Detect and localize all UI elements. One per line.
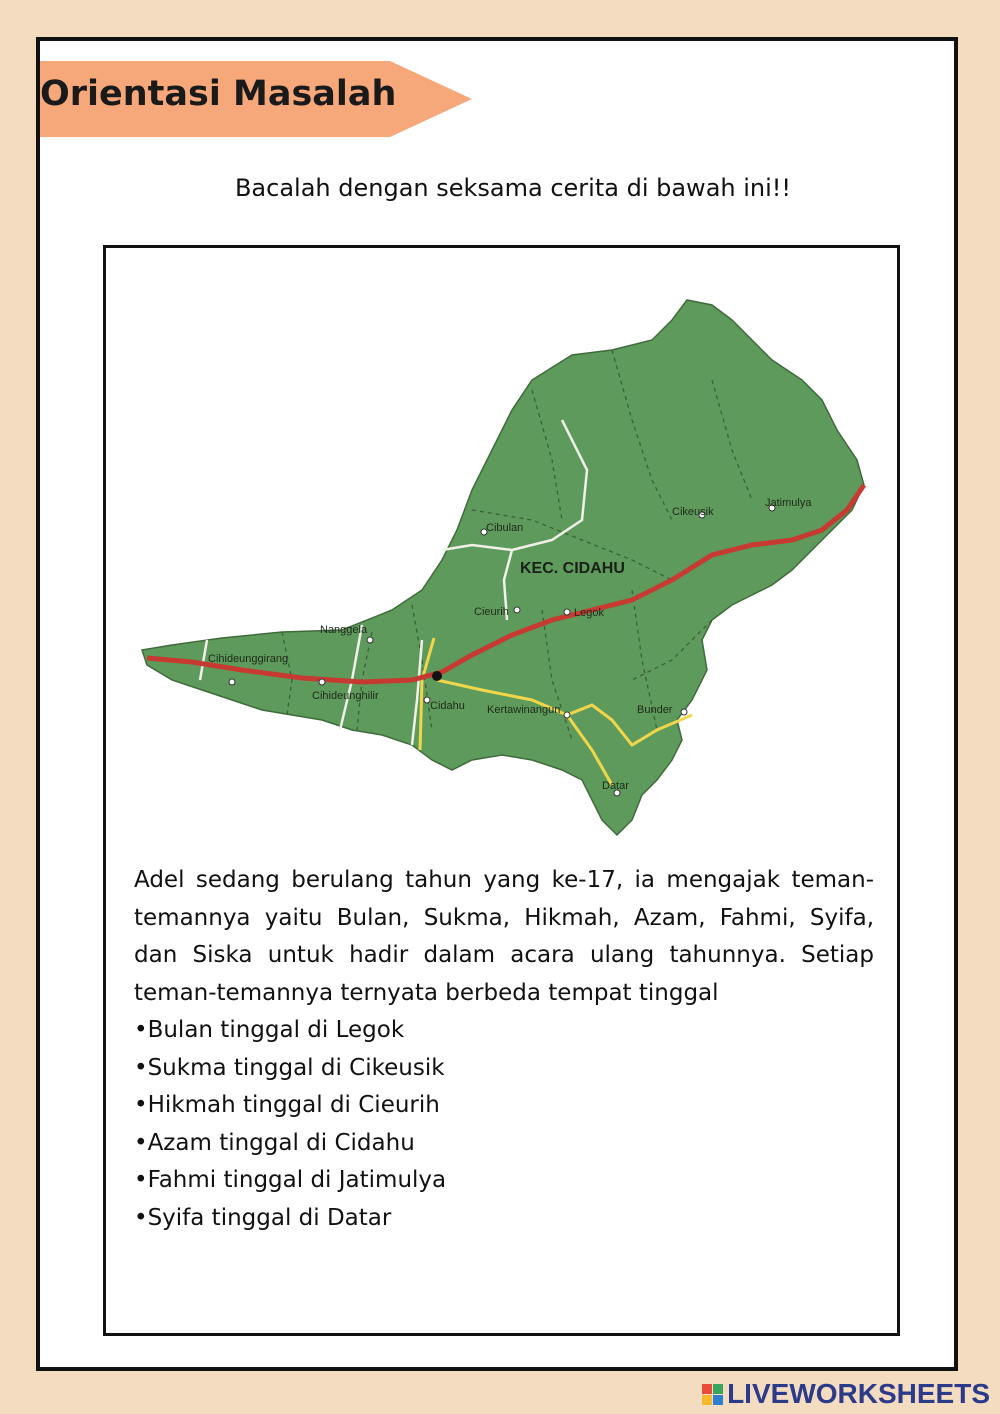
liveworksheets-logo[interactable] [702,1378,990,1410]
map-graphic [112,260,892,860]
worksheet-page [36,37,958,1371]
land-area [142,300,864,835]
place-label-jatimulya: Jatimulya [765,497,812,509]
place-label-kertawinangun: Kertawinangun [487,704,561,716]
list-item: • Azam tinggal di Cidahu [134,1125,874,1163]
place-label-cibulan: Cibulan [486,522,524,534]
list-item: • Fahmi tinggal di Jatimulya [134,1162,874,1200]
cidahu-center-marker [432,671,442,681]
place-label-cihideunghilir: Cihideunghilir [312,690,379,702]
list-item: • Syifa tinggal di Datar [134,1200,874,1238]
title-banner [40,61,472,137]
place-label-cikeusik: Cikeusik [672,506,714,518]
list-item: • Sukma tinggal di Cikeusik [134,1050,874,1088]
story-text [134,862,874,1237]
place-label-datar: Datar [602,780,629,792]
place-label-cieurih: Cieurih [474,606,509,618]
logo-grid-icon [702,1384,723,1405]
residence-list [134,1012,874,1237]
place-label-bunder: Bunder [637,704,673,716]
place-label-cihideunggirang: Cihideunggirang [208,653,289,665]
list-item: • Bulan tinggal di Legok [134,1012,874,1050]
list-item: • Hikmah tinggal di Cieurih [134,1087,874,1125]
page-title: Orientasi Masalah [40,74,397,114]
place-label-legok: Legok [574,607,604,619]
instruction-text: Bacalah dengan seksama cerita di bawah ini!! [234,174,792,202]
story-paragraph: Adel sedang berulang tahun yang ke-17, ia mengajak teman-temannya yaitu Bulan, Sukma, Hikmah, Azam, Fahmi, Syifa, dan Siska untuk hadir dalam acara ulang tahunnya. Setiap teman-temannya ternyata berbeda tempat tinggal [134,867,874,1006]
logo-text: LIVEWORKSHEETS [727,1378,990,1409]
place-label-cidahu: Cidahu [430,700,465,712]
district-map [112,260,892,860]
map-district-title: KEC. CIDAHU [520,560,625,577]
story-panel [103,245,900,1336]
place-label-nanggela: Nanggela [320,624,368,636]
